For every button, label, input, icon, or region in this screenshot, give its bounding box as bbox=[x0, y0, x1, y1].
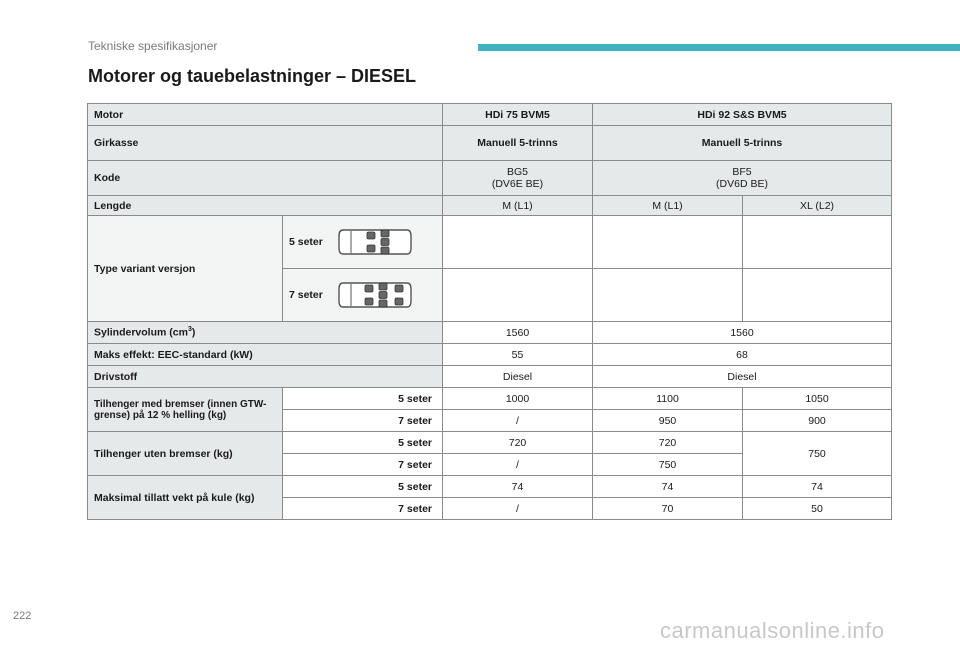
length-1: M (L1) bbox=[443, 196, 593, 216]
type-5-cell-1 bbox=[443, 216, 593, 269]
table-row bbox=[88, 322, 892, 344]
code-2-line2: (DV6D BE) bbox=[716, 178, 768, 190]
seat-5-label: 5 seter bbox=[289, 236, 323, 248]
unbraked-7-2: 750 bbox=[593, 454, 743, 476]
type-5-cell-2 bbox=[593, 216, 743, 269]
power-1: 55 bbox=[443, 344, 593, 366]
ballmass-7-3: 50 bbox=[743, 498, 892, 520]
table-row bbox=[88, 432, 892, 454]
displacement-label-sup: 3 bbox=[187, 326, 192, 334]
seat-7-label: 7 seter bbox=[289, 289, 323, 301]
table-row bbox=[88, 126, 892, 161]
row-label-length: Lengde bbox=[88, 196, 443, 216]
spec-table bbox=[87, 103, 892, 520]
ballmass-5-2: 74 bbox=[593, 476, 743, 498]
header-accent-bar bbox=[478, 44, 960, 51]
unbraked-7-label: 7 seter bbox=[283, 454, 443, 476]
displacement-2: 1560 bbox=[593, 322, 892, 344]
row-label-motor: Motor bbox=[88, 104, 443, 126]
type-7-cell-3 bbox=[743, 269, 892, 322]
ballmass-5-1: 74 bbox=[443, 476, 593, 498]
fuel-1: Diesel bbox=[443, 366, 593, 388]
row-label-braked: Tilhenger med bremser (innen GTW-grense) på 12 % helling (kg) bbox=[88, 388, 283, 432]
table-row bbox=[88, 216, 892, 269]
braked-5-3: 1050 bbox=[743, 388, 892, 410]
row-label-unbraked: Tilhenger uten bremser (kg) bbox=[88, 432, 283, 476]
gearbox-2: Manuell 5-trinns bbox=[593, 126, 892, 161]
page-number: 222 bbox=[13, 610, 32, 622]
table-row bbox=[88, 344, 892, 366]
row-label-fuel: Drivstoff bbox=[88, 366, 443, 388]
seat-5-cell bbox=[283, 216, 443, 269]
code-2 bbox=[593, 161, 892, 196]
braked-7-label: 7 seter bbox=[283, 410, 443, 432]
row-label-displacement bbox=[88, 322, 443, 344]
row-label-type: Type variant versjon bbox=[88, 216, 283, 322]
row-label-code: Kode bbox=[88, 161, 443, 196]
row-label-ballmass: Maksimal tillatt vekt på kule (kg) bbox=[88, 476, 283, 520]
code-1-line1: BG5 bbox=[507, 166, 529, 178]
table-row bbox=[88, 388, 892, 410]
table-row bbox=[88, 104, 892, 126]
braked-5-label: 5 seter bbox=[283, 388, 443, 410]
section-header: Tekniske spesifikasjoner bbox=[88, 39, 218, 53]
gearbox-1: Manuell 5-trinns bbox=[443, 126, 593, 161]
van-5-seat-icon bbox=[337, 224, 413, 260]
type-7-cell-1 bbox=[443, 269, 593, 322]
displacement-1: 1560 bbox=[443, 322, 593, 344]
braked-7-3: 900 bbox=[743, 410, 892, 432]
row-label-gearbox: Girkasse bbox=[88, 126, 443, 161]
seat-7-cell bbox=[283, 269, 443, 322]
length-2: M (L1) bbox=[593, 196, 743, 216]
type-5-cell-3 bbox=[743, 216, 892, 269]
unbraked-5-1: 720 bbox=[443, 432, 593, 454]
row-label-power: Maks effekt: EEC-standard (kW) bbox=[88, 344, 443, 366]
power-2: 68 bbox=[593, 344, 892, 366]
unbraked-xl: 750 bbox=[743, 432, 892, 476]
braked-7-1: / bbox=[443, 410, 593, 432]
length-3: XL (L2) bbox=[743, 196, 892, 216]
ballmass-5-label: 5 seter bbox=[283, 476, 443, 498]
watermark: carmanualsonline.info bbox=[660, 618, 885, 643]
code-1-line2: (DV6E BE) bbox=[491, 178, 544, 190]
table-row bbox=[88, 366, 892, 388]
type-7-cell-2 bbox=[593, 269, 743, 322]
table-row bbox=[88, 196, 892, 216]
displacement-label-end: ) bbox=[191, 326, 196, 339]
displacement-label-text: Sylindervolum (cm bbox=[94, 326, 188, 339]
braked-7-2: 950 bbox=[593, 410, 743, 432]
engine-1: HDi 75 BVM5 bbox=[443, 104, 593, 126]
van-7-seat-icon bbox=[337, 277, 413, 313]
fuel-2: Diesel bbox=[593, 366, 892, 388]
unbraked-7-1: / bbox=[443, 454, 593, 476]
ballmass-7-2: 70 bbox=[593, 498, 743, 520]
unbraked-5-2: 720 bbox=[593, 432, 743, 454]
table-row bbox=[88, 161, 892, 196]
code-2-line1: BF5 bbox=[732, 166, 752, 178]
page-title: Motorer og tauebelastninger – DIESEL bbox=[88, 66, 417, 86]
unbraked-5-label: 5 seter bbox=[283, 432, 443, 454]
table-row bbox=[88, 476, 892, 498]
braked-5-1: 1000 bbox=[443, 388, 593, 410]
ballmass-7-label: 7 seter bbox=[283, 498, 443, 520]
braked-5-2: 1100 bbox=[593, 388, 743, 410]
code-1 bbox=[443, 161, 593, 196]
ballmass-7-1: / bbox=[443, 498, 593, 520]
engine-2: HDi 92 S&S BVM5 bbox=[593, 104, 892, 126]
ballmass-5-3: 74 bbox=[743, 476, 892, 498]
